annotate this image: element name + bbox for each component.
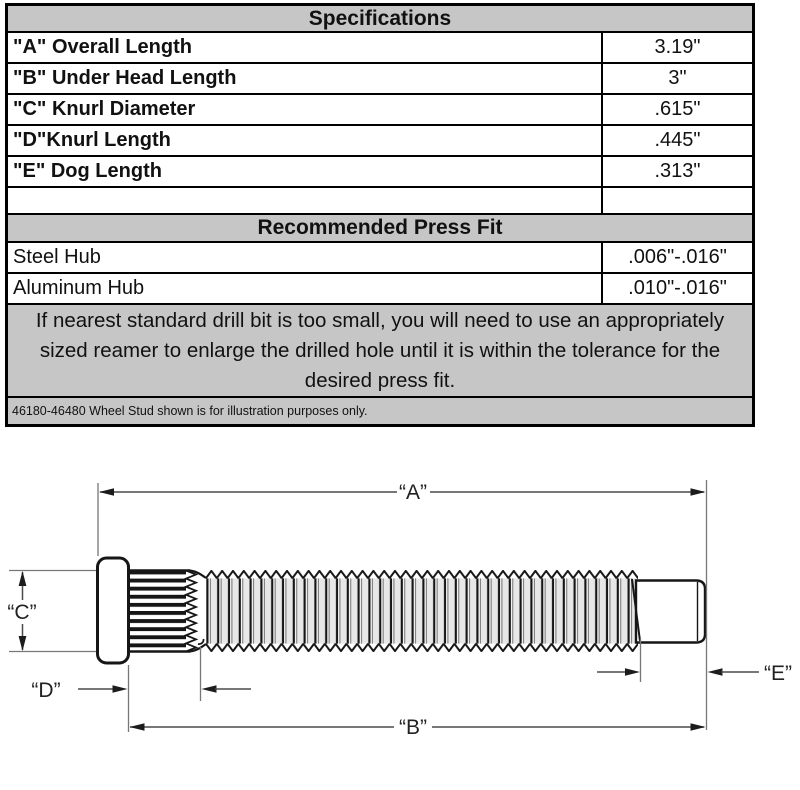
stud-dog-end [632, 579, 705, 643]
spec-value: 3.19" [601, 33, 752, 62]
table-row-overall-length [8, 31, 752, 62]
dim-a-label: “A” [399, 481, 427, 504]
table-row-aluminum-hub [8, 272, 752, 303]
illustration-footnote: 46180-46480 Wheel Stud shown is for illustration purposes only. [8, 396, 752, 424]
specifications-table [5, 3, 755, 427]
drill-bit-note: If nearest standard drill bit is too small, you will need to use an appropriately sized reamer to enlarge the drilled hole until it is within the tolerance for the desired press fit. [8, 303, 752, 396]
spec-label: "C" Knurl Diameter [13, 98, 196, 120]
table-row-steel-hub [8, 241, 752, 272]
table-title-text: Specifications [308, 6, 452, 30]
table-title [8, 6, 752, 31]
dim-e-label: “E” [764, 662, 792, 685]
press-fit-label: Aluminum Hub [13, 277, 145, 299]
table-row-knurl-diameter [8, 93, 752, 124]
press-fit-label: Steel Hub [13, 246, 101, 268]
wheel-stud-diagram [0, 430, 800, 790]
spec-value: 3" [601, 64, 752, 93]
stud-head [98, 558, 129, 663]
spec-label: "E" Dog Length [13, 160, 162, 182]
dim-d-label: “D” [31, 679, 61, 702]
spacer-cell [8, 188, 601, 213]
spacer-cell [601, 188, 752, 213]
dim-b [129, 665, 706, 739]
spec-label: "B" Under Head Length [13, 67, 237, 89]
stud-knurl [128, 571, 206, 652]
table-row-dog-length [8, 155, 752, 186]
table-row-under-head-length [8, 62, 752, 93]
press-fit-title-row [8, 213, 752, 241]
spacer-row [8, 186, 752, 213]
spec-value: .313" [601, 157, 752, 186]
spec-value: .445" [601, 126, 752, 155]
table-row-knurl-length [8, 124, 752, 155]
press-fit-title-text: Recommended Press Fit [257, 216, 503, 239]
stud-threads [206, 570, 638, 652]
spec-value: .615" [601, 95, 752, 124]
press-fit-value: .006"-.016" [601, 243, 752, 272]
dim-c-label: “C” [7, 601, 37, 624]
spec-label: "A" Overall Length [13, 36, 192, 58]
dim-d [31, 647, 251, 702]
spec-label: "D"Knurl Length [13, 129, 171, 151]
press-fit-value: .010"-.016" [601, 274, 752, 303]
dim-b-label: “B” [399, 716, 427, 739]
dim-c [7, 571, 36, 651]
